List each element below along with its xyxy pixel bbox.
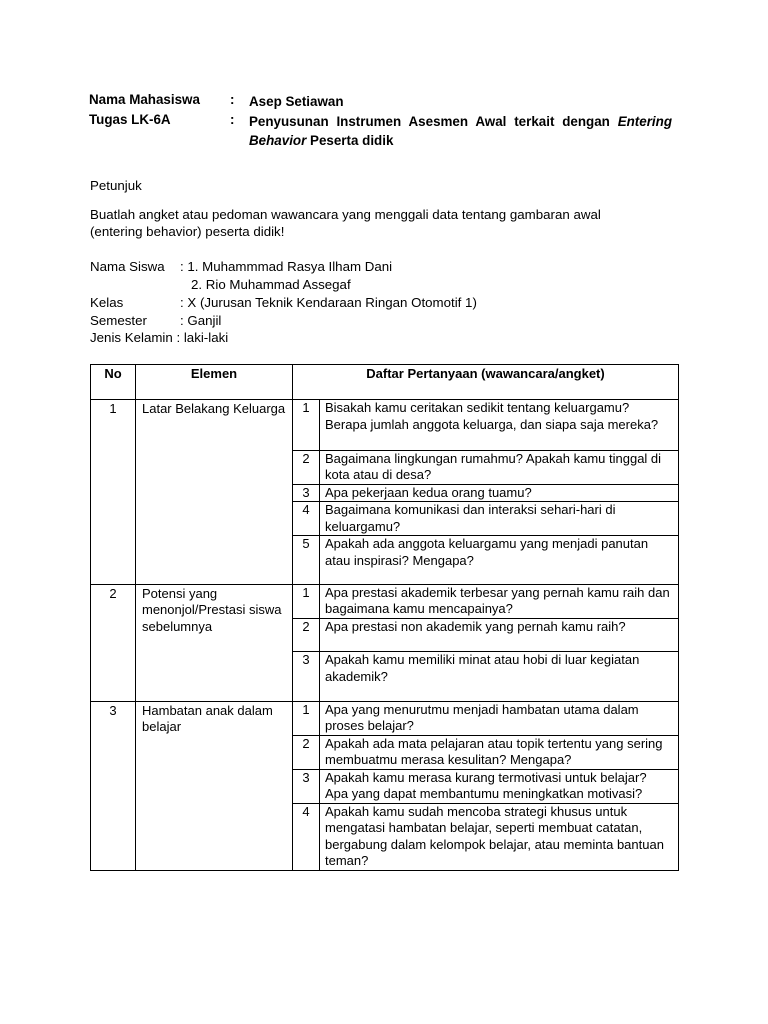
nama-mahasiswa-value: Asep Setiawan	[249, 94, 344, 109]
semester-label: Semester	[90, 313, 147, 328]
kelas-value: : X (Jurusan Teknik Kendaraan Ringan Otomotif 1)	[180, 295, 477, 310]
student-info	[90, 258, 590, 348]
colon: :	[230, 112, 235, 127]
tugas-value	[249, 112, 672, 150]
instruction-line-1: Buatlah angket atau pedoman wawancara yang menggali data tentang gambaran awal	[90, 207, 601, 222]
question-number: 1	[293, 400, 320, 450]
question-number: 5	[293, 536, 320, 584]
tugas-label: Tugas LK-6A	[89, 112, 171, 127]
petunjuk-title: Petunjuk	[90, 178, 142, 193]
tugas-row	[89, 112, 675, 152]
row-questions	[293, 400, 679, 585]
question-number: 1	[293, 702, 320, 736]
nama-siswa-label: Nama Siswa	[90, 259, 165, 274]
question-item	[293, 484, 678, 502]
nama-mahasiswa-row	[89, 92, 675, 112]
question-text: Apakah kamu merasa kurang termotivasi untuk belajar? Apa yang dapat membantumu meningkatkan motivasi?	[320, 769, 679, 803]
question-text: Bisakah kamu ceritakan sedikit tentang keluargamu? Berapa jumlah anggota keluarga, dan siapa saja mereka?	[320, 400, 679, 450]
question-item	[293, 619, 678, 652]
table-header-row	[91, 365, 679, 400]
question-item	[293, 450, 678, 484]
question-number: 4	[293, 502, 320, 536]
question-text: Apa prestasi akademik terbesar yang pernah kamu raih dan bagaimana kamu mencapainya?	[320, 585, 679, 619]
nama-siswa-2: 2. Rio Muhammad Assegaf	[191, 277, 351, 292]
row-no: 1	[91, 400, 136, 585]
question-item	[293, 400, 678, 450]
question-text: Apa yang menurutmu menjadi hambatan utama dalam proses belajar?	[320, 702, 679, 736]
kelas-label: Kelas	[90, 295, 124, 310]
question-item	[293, 735, 678, 769]
question-text: Bagaimana komunikasi dan interaksi sehari-hari di keluargamu?	[320, 502, 679, 536]
question-item	[293, 585, 678, 619]
question-item	[293, 502, 678, 536]
colon: :	[230, 92, 235, 107]
tugas-italic-1: Entering	[617, 114, 672, 129]
nama-siswa-1: : 1. Muhammmad Rasya Ilham Dani	[180, 259, 393, 274]
question-item	[293, 803, 678, 870]
question-text: Apa pekerjaan kedua orang tuamu?	[320, 484, 679, 502]
question-number: 3	[293, 484, 320, 502]
row-elemen: Latar Belakang Keluarga	[136, 400, 293, 585]
jenis-kelamin: Jenis Kelamin : laki-laki	[90, 330, 229, 345]
question-number: 3	[293, 652, 320, 701]
semester-value: : Ganjil	[180, 313, 222, 328]
row-questions	[293, 701, 679, 870]
instruction-line-2: (entering behavior) peserta didik!	[90, 224, 285, 239]
table-row	[91, 584, 679, 701]
question-text: Apakah kamu sudah mencoba strategi khusus untuk mengatasi hambatan belajar, seperti membuat catatan, bergabung dalam kelompok belajar, atau meminta bantuan teman?	[325, 803, 664, 868]
nama-mahasiswa-label: Nama Mahasiswa	[89, 92, 200, 107]
question-text: Apakah kamu memiliki minat atau hobi di luar kegiatan akademik?	[325, 652, 640, 684]
row-no: 2	[91, 584, 136, 701]
header-daftar-pertanyaan: Daftar Pertanyaan (wawancara/angket)	[293, 365, 679, 400]
tugas-text-2: Peserta didik	[306, 133, 394, 148]
question-number: 1	[293, 585, 320, 619]
question-number: 3	[293, 769, 320, 803]
question-number: 2	[293, 450, 320, 484]
question-text: Apa prestasi non akademik yang pernah kamu raih?	[320, 619, 679, 652]
question-item	[293, 652, 678, 701]
question-item	[293, 769, 678, 803]
question-item	[293, 536, 678, 584]
question-text: Apakah ada anggota keluargamu yang menjadi panutan atau inspirasi? Mengapa?	[325, 536, 649, 568]
question-text: Apakah ada mata pelajaran atau topik tertentu yang sering membuatmu merasa kesulitan? Mengapa?	[320, 735, 679, 769]
table-row	[91, 400, 679, 585]
question-number: 2	[293, 619, 320, 652]
header-no: No	[91, 365, 136, 400]
tugas-italic-2: Behavior	[249, 133, 307, 148]
row-elemen: Potensi yang menonjol/Prestasi siswa sebelumnya	[136, 584, 293, 701]
row-elemen: Hambatan anak dalam belajar	[136, 701, 293, 870]
question-number: 4	[293, 803, 320, 870]
table-row	[91, 701, 679, 870]
tugas-text-1: Penyusunan Instrumen Asesmen Awal terkait dengan	[249, 114, 618, 129]
question-number: 2	[293, 735, 320, 769]
header-elemen: Elemen	[136, 365, 293, 400]
question-table	[90, 364, 679, 871]
question-item	[293, 702, 678, 736]
row-no: 3	[91, 701, 136, 870]
question-text: Bagaimana lingkungan rumahmu? Apakah kamu tinggal di kota atau di desa?	[320, 450, 679, 484]
row-questions	[293, 584, 679, 701]
